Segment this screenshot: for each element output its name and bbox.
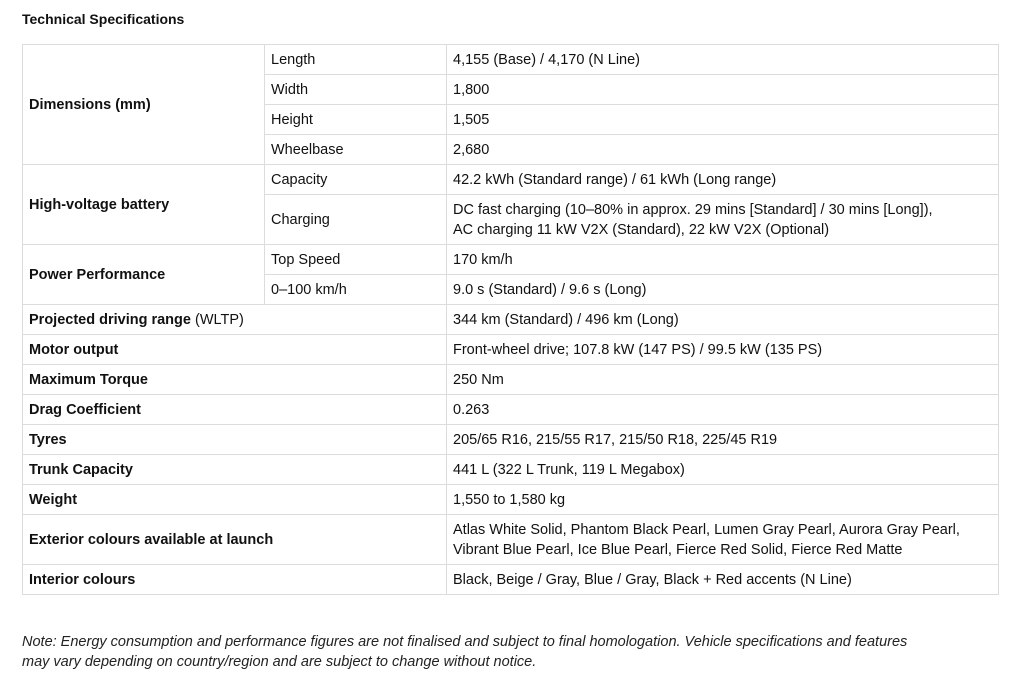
row-label: Maximum Torque (23, 365, 447, 395)
row-label: Weight (23, 485, 447, 515)
group-label-performance: Power Performance (23, 245, 265, 305)
row-value: 9.0 s (Standard) / 9.6 s (Long) (447, 275, 999, 305)
footnote-line: may vary depending on country/region and are subject to change without notice. (22, 654, 537, 670)
row-value: 0.263 (447, 395, 999, 425)
row-label: Capacity (265, 165, 447, 195)
footnote-line: Note: Energy consumption and performance figures are not finalised and subject to final homologation. Vehicle specifications and features (22, 634, 908, 650)
spec-table (22, 44, 999, 595)
row-label: Motor output (23, 335, 447, 365)
row-value: 1,800 (447, 75, 999, 105)
row-label: Trunk Capacity (23, 455, 447, 485)
table-row (23, 515, 999, 565)
table-row (23, 365, 999, 395)
value-line: DC fast charging (10–80% in approx. 29 mins [Standard] / 30 mins [Long]), (453, 201, 933, 218)
value-line: Vibrant Blue Pearl, Ice Blue Pearl, Fierce Red Solid, Fierce Red Matte (453, 541, 903, 558)
table-row (23, 305, 999, 335)
group-label-dimensions: Dimensions (mm) (23, 45, 265, 165)
table-row (23, 455, 999, 485)
row-label: Height (265, 105, 447, 135)
row-value: 205/65 R16, 215/55 R17, 215/50 R18, 225/45 R19 (447, 425, 999, 455)
row-value: 2,680 (447, 135, 999, 165)
row-label: Interior colours (23, 565, 447, 595)
row-value: Front-wheel drive; 107.8 kW (147 PS) / 99.5 kW (135 PS) (447, 335, 999, 365)
row-label: Top Speed (265, 245, 447, 275)
row-label: Length (265, 45, 447, 75)
table-row (23, 395, 999, 425)
row-value: 344 km (Standard) / 496 km (Long) (447, 305, 999, 335)
row-value (447, 195, 999, 245)
row-value: 441 L (322 L Trunk, 119 L Megabox) (447, 455, 999, 485)
table-row (23, 565, 999, 595)
row-value: 4,155 (Base) / 4,170 (N Line) (447, 45, 999, 75)
row-label-range (23, 305, 447, 335)
table-row (23, 485, 999, 515)
row-label: Drag Coefficient (23, 395, 447, 425)
row-label: Charging (265, 195, 447, 245)
value-line: Atlas White Solid, Phantom Black Pearl, Lumen Gray Pearl, Aurora Gray Pearl, (453, 521, 960, 538)
value-line: AC charging 11 kW V2X (Standard), 22 kW V2X (Optional) (453, 221, 830, 238)
group-label-battery: High-voltage battery (23, 165, 265, 245)
row-value: Black, Beige / Gray, Blue / Gray, Black + Red accents (N Line) (447, 565, 999, 595)
page-title: Technical Specifications (22, 11, 185, 27)
table-row (23, 335, 999, 365)
row-label: Tyres (23, 425, 447, 455)
row-value: 1,550 to 1,580 kg (447, 485, 999, 515)
row-label: 0–100 km/h (265, 275, 447, 305)
table-row (23, 165, 999, 195)
table-row (23, 45, 999, 75)
table-row (23, 425, 999, 455)
row-value: 170 km/h (447, 245, 999, 275)
row-label: Wheelbase (265, 135, 447, 165)
range-label-bold: Projected driving range (29, 311, 191, 328)
row-value (447, 515, 999, 565)
row-value: 42.2 kWh (Standard range) / 61 kWh (Long range) (447, 165, 999, 195)
table-row (23, 245, 999, 275)
range-label-suffix: (WLTP) (190, 311, 244, 328)
row-value: 250 Nm (447, 365, 999, 395)
row-label: Width (265, 75, 447, 105)
row-label: Exterior colours available at launch (23, 515, 447, 565)
row-value: 1,505 (447, 105, 999, 135)
footnote (22, 632, 1002, 672)
